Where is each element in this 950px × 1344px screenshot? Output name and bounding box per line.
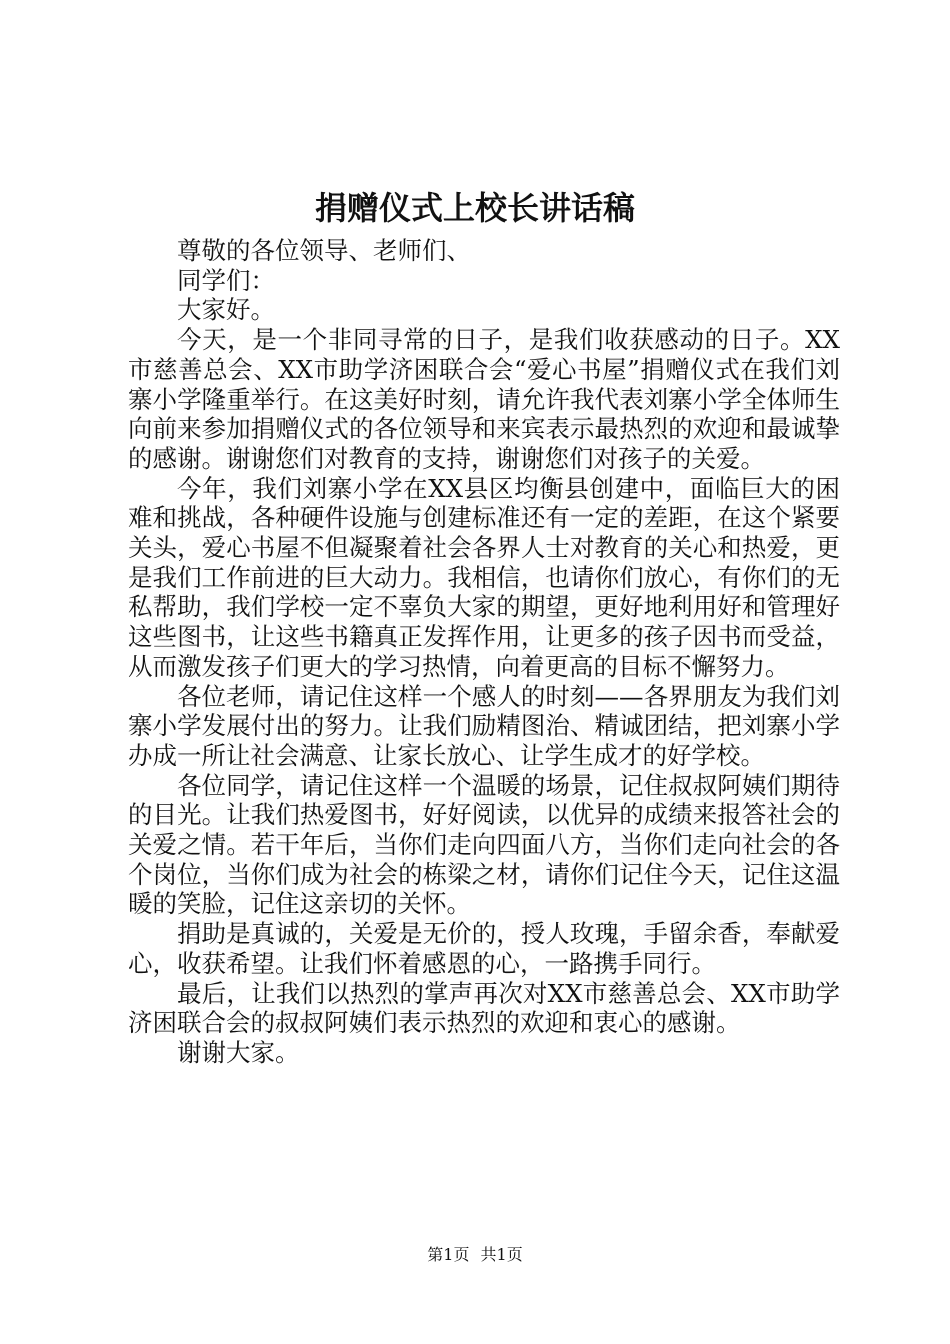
body-paragraph: 今天，是一个非同寻常的日子，是我们收获感动的日子。XX市慈善总会、XX市助学济困联合会“爱心书屋”捐赠仪式在我们刘寨小学隆重举行。在这美好时刻，请允许我代表刘寨小学全体师生向前来参加捐赠仪式的各位领导和来宾表示最热烈的欢迎和最诚挚的感谢。谢谢您们对教育的支持，谢谢您们对孩子的关爱。: [128, 325, 840, 473]
page-total: 共1页: [480, 1245, 523, 1264]
body-paragraph: 捐助是真诚的，关爱是无价的，授人玫瑰，手留余香，奉献爱心，收获希望。让我们怀着感恩的心，一路携手同行。: [128, 919, 840, 978]
salutation-line-2: 同学们：: [177, 265, 275, 295]
page-number: 第1页: [427, 1245, 470, 1264]
document-body: [128, 236, 840, 1068]
closing: 谢谢大家。: [177, 1037, 300, 1067]
salutation-line-1: 尊敬的各位领导、老师们、: [177, 236, 471, 265]
body-paragraph: 各位同学，请记住这样一个温暖的场景，记住叔叔阿姨们期待的目光。让我们热爱图书，好好阅读，以优异的成绩来报答社会的关爱之情。若干年后，当你们走向四面八方，当你们走向社会的各个岗位，当你们成为社会的栋梁之材，请你们记住今天，记住这温暖的笑脸，记住这亲切的关怀。: [128, 770, 840, 919]
body-paragraph: 各位老师，请记住这样一个感人的时刻——各界朋友为我们刘寨小学发展付出的努力。让我们励精图治、精诚团结，把刘寨小学办成一所让社会满意、让家长放心、让学生成才的好学校。: [128, 681, 840, 770]
body-paragraph: 最后，让我们以热烈的掌声再次对XX市慈善总会、XX市助学济困联合会的叔叔阿姨们表示热烈的欢迎和衷心的感谢。: [128, 978, 840, 1038]
document-title: 捐赠仪式上校长讲话稿: [314, 189, 635, 227]
greeting: 大家好。: [177, 295, 275, 325]
body-paragraph: 今年，我们刘寨小学在XX县区均衡县创建中，面临巨大的困难和挑战，各种硬件设施与创建标准还有一定的差距，在这个紧要关头，爱心书屋不但凝聚着社会各界人士对教育的关心和热爱，更是我们工作前进的巨大动力。我相信，也请你们放心，有你们的无私帮助，我们学校一定不辜负大家的期望，更好地利用好和管理好这些图书，让这些书籍真正发挥作用，让更多的孩子因书而受益，从而激发孩子们更大的学习热情，向着更高的目标不懈努力。: [128, 473, 840, 681]
page-footer: [0, 1244, 950, 1266]
